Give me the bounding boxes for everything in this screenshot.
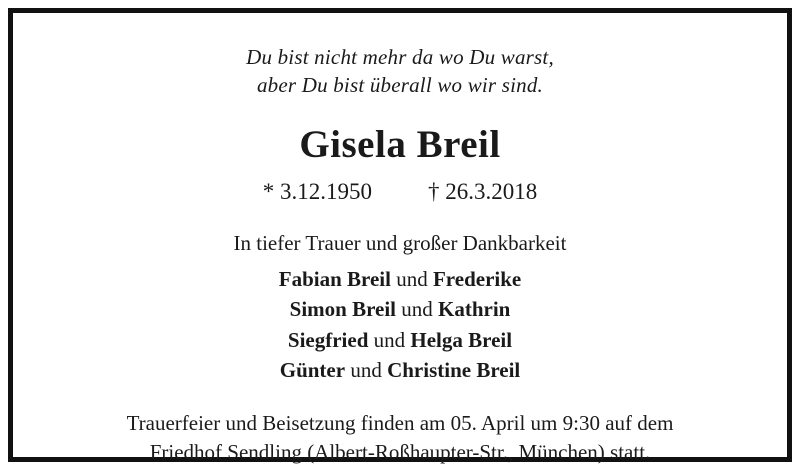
family-conjunction: und [368,327,411,352]
deceased-name: Gisela Breil [299,122,501,166]
death-date: † 26.3.2018 [428,178,538,204]
family-name-secondary: Helga Breil [410,327,513,352]
ceremony-line-1: Trauerfeier und Beisetzung finden am 05. April um 9:30 auf dem [126,411,674,436]
family-name-primary: Simon Breil [289,297,397,322]
family-name-secondary: Kathrin [438,297,511,322]
ceremony-details [127,409,674,466]
birth-date: * 3.12.1950 [262,178,372,204]
family-name-secondary: Christine Breil [387,358,521,382]
family-conjunction: und [345,358,388,382]
life-dates [263,179,538,205]
verse [246,43,554,100]
verse-line-2: aber Du bist überall wo wir sind. [256,73,544,98]
family-row [279,325,521,355]
family-list [279,264,521,386]
verse-line-1: Du bist nicht mehr da wo Du warst, [246,45,554,69]
family-row [279,264,521,294]
family-name-primary: Siegfried [287,327,369,352]
family-name-secondary: Frederike [432,266,522,291]
family-name-primary: Fabian Breil [278,266,391,291]
family-name-primary: Günter [279,358,346,382]
obituary-notice [8,8,792,462]
family-conjunction: und [396,297,439,322]
mourning-intro: In tiefer Trauer und großer Dankbarkeit [233,230,567,255]
family-row [279,294,521,324]
family-conjunction: und [390,266,433,291]
ceremony-line-2: Friedhof Sendling (Albert-Roßhaupter-Str., München) statt. [149,439,651,464]
family-row [279,355,521,385]
